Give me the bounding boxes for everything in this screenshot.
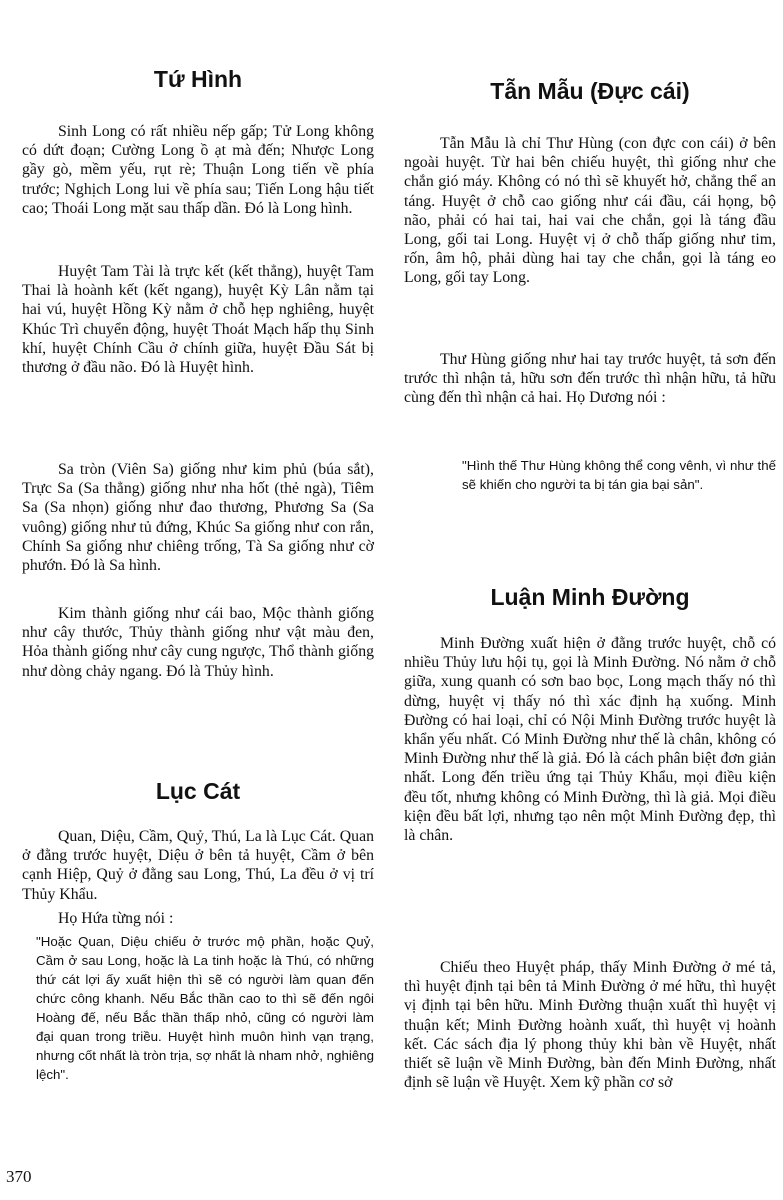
paragraph: Sinh Long có rất nhiều nếp gấp; Tử Long không có dứt đoạn; Cường Long ồ ạt mà đến; Nhược Long gầy gò, mềm yếu, rụt rè; Thuận Long tiến về phía trước; Nghịch Long lui về phía sau; Tiến Long hậu tiết cao; Thoái Long mặt sau thấp dần. Đó là Long hình. — [22, 123, 374, 217]
paragraph: Huyệt Tam Tài là trực kết (kết thẳng), huyệt Tam Thai là hoành kết (kết ngang), huyệt Kỳ Lân nằm tại hai vú, huyệt Hồng Kỳ nằm ở chỗ hẹp nghiêng, huyệt Khúc Trì chuyển động, huyệt Thoát Mạch hấp thụ Sinh khí, huyệt Chính Cầu ở chính giữa, huyệt Đầu Sát bị thương ở đầu não. Đó là Huyệt hình. — [22, 263, 374, 377]
section-title-tu-hinh: Tứ Hình — [153, 66, 243, 92]
paragraph: Minh Đường xuất hiện ở đằng trước huyệt, chỗ có nhiều Thủy lưu hội tụ, gọi là Minh Đường. Nó nằm ở chỗ giữa, xung quanh có sơn bao bọc, Long mạch thấy nó thì dừng, huyệt vị thấy nó thì xác định hạ xuống. Minh Đường có hai loại, chỉ có Nội Minh Đường trước huyệt là khẩn yếu nhất. Có Minh Đường như thế là chân, không có Minh Đường như thế là giả. Đó là cách phân biệt đơn giản nhất. Long đến triều ứng tại Thủy Khẩu, mọi điều kiện đều tốt, nhưng không có Minh Đường, thì là giả. Mọi điều kiện đều bất lợi, nhưng tạo nên một Minh Đường đẹp, thì là chân. — [404, 635, 776, 845]
paragraph: Chiếu theo Huyệt pháp, thấy Minh Đường ở mé tả, thì huyệt định tại bên tả Minh Đường ở mé hữu, thì huyệt vị định tại bên hữu. Minh Đường thuận xuất thì huyệt vị thuận kết; Minh Đường hoành xuất, thì huyệt vị hoành kết. Các sách địa lý phong thủy khi bàn về Huyệt, nhất thiết sẽ luận về Minh Đường, bàn đến Minh Đường, nhất định sẽ luận về Huyệt. Xem kỹ phần cơ sở — [404, 959, 776, 1092]
paragraph: Thư Hùng giống như hai tay trước huyệt, tả sơn đến trước thì nhận tả, hữu sơn đến trước thì nhận hữu, tả hữu cùng đến thì nhận cả hai. Họ Dương nói : — [404, 351, 776, 407]
block-quote: "Hoặc Quan, Diệu chiếu ở trước mộ phần, hoặc Quỷ, Cầm ở sau Long, hoặc là La tinh hoặc là Thú, có những thứ cát lợi ấy xuất hiện thì sẽ có người làm quan đến chức công khanh. Nếu Bắc thần cao to thì sẽ đến ngôi Hoàng đế, nếu Bắc thần thấp nhỏ, cũng có người làm đại quan trong triều. Huyệt hình muôn hình vạn trạng, nhưng cốt nhất là tròn trịa, sợ nhất là nham nhở, nghiêng lệch". — [36, 934, 374, 1082]
paragraph: Tẫn Mẫu là chỉ Thư Hùng (con đực con cái) ở bên ngoài huyệt. Từ hai bên chiếu huyệt, thì giống như che chắn gió máy. Không có nó thì sẽ khuyết hở, chẳng thể an táng. Huyệt ở chỗ cao giống như cái đầu, cái họng, bộ não, phải có hai tai, hai vai che chắn, gọi là táng đầu Long, gối tai Long. Huyệt vị ở chỗ thấp giống như tim, rốn, âm hộ, phải dùng hai tay che chắn, gọi là táng eo Long, gối tay Long. — [404, 135, 776, 287]
paragraph: Kim thành giống như cái bao, Mộc thành giống như cây thước, Thủy thành giống như vật màu đen, Hỏa thành giống như cây cung ngược, Thổ thành giống như dòng chảy ngang. Đó là Thủy hình. — [22, 605, 374, 680]
section-title-tan-mau: Tẫn Mẫu (Đực cái) — [490, 78, 690, 104]
paragraph: Họ Hứa từng nói : — [58, 910, 174, 927]
page-number: 370 — [6, 1167, 32, 1186]
paragraph: Sa tròn (Viên Sa) giống như kim phủ (búa sắt), Trực Sa (Sa thẳng) giống như nha hốt (thẻ ngà), Tiêm Sa (Sa nhọn) giống như đao thương, Phương Sa (Sa vuông) giống như tủ đứng, Khúc Sa giống như con rắn, Chính Sa giống như chiêng trống, Tà Sa giống như cờ phướn. Đó là Sa hình. — [22, 461, 374, 575]
section-title-luc-cat: Lục Cát — [155, 778, 241, 804]
paragraph: Quan, Diệu, Cầm, Quỷ, Thú, La là Lục Cát. Quan ở đằng trước huyệt, Diệu ở bên tả huyệt, Cầm ở bên cạnh Hiệp, Quỷ ở đằng sau Long, Thú, La đều ở vị trí Thủy Khẩu. — [22, 828, 374, 903]
section-title-minh-duong: Luận Minh Đường — [490, 584, 690, 610]
block-quote: "Hình thế Thư Hùng không thể cong vênh, vì như thế sẽ khiến cho người ta bị tán gia bại sản". — [462, 458, 776, 492]
